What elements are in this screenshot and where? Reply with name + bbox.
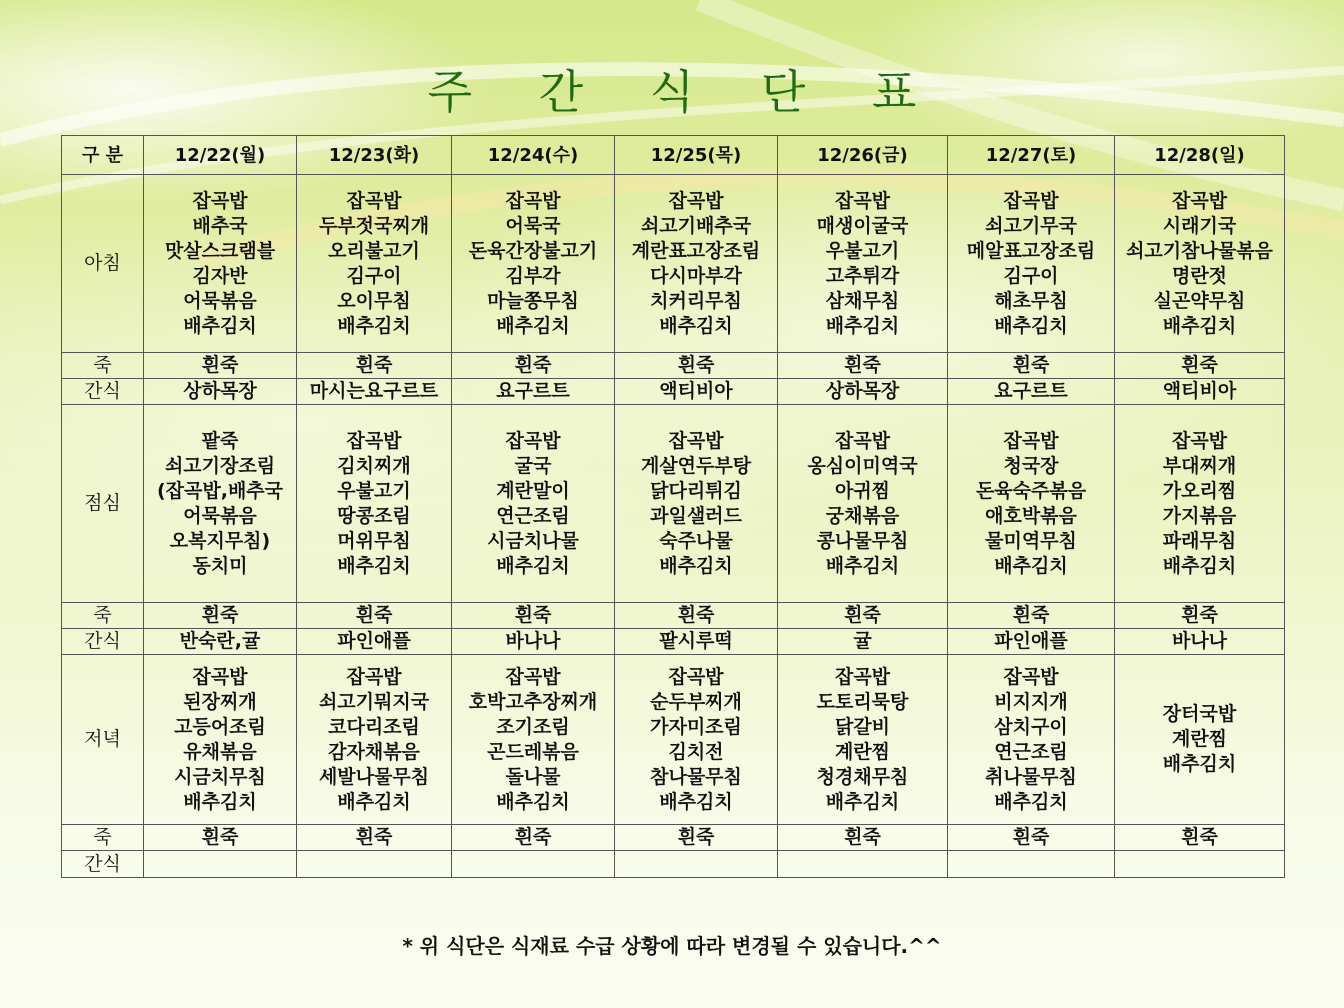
menu-item: 잡곡밥 [192, 189, 248, 212]
menu-item: 배추김치 [337, 314, 411, 337]
menu-item: 맛살스크램블 [164, 239, 276, 262]
menu-cell: 흰죽 [778, 825, 948, 851]
menu-cell [615, 851, 778, 878]
menu-item: 부대찌개 [1162, 454, 1237, 477]
menu-item: 비지지개 [994, 690, 1068, 713]
menu-cell: 흰죽 [452, 603, 615, 629]
menu-cell: 상하목장 [778, 379, 948, 405]
menu-cell [297, 175, 452, 353]
menu-cell [297, 851, 452, 878]
menu-item: 세발나물무침 [318, 765, 430, 788]
menu-item: 배추김치 [1162, 314, 1237, 337]
menu-item: 어묵볶음 [183, 289, 257, 312]
day-header: 12/22(월) [144, 136, 297, 175]
snack-row [62, 629, 1285, 655]
menu-cell [778, 175, 948, 353]
menu-cell: 반숙란,귤 [144, 629, 297, 655]
menu-item: 배추김치 [825, 790, 900, 813]
menu-item: 고등어조림 [174, 715, 266, 738]
menu-item: 감자채볶음 [328, 740, 420, 763]
menu-cell: 흰죽 [452, 353, 615, 379]
menu-item: 돈육간장불고기 [468, 239, 598, 262]
menu-item: 코다리조림 [328, 715, 420, 738]
menu-item: 배추김치 [994, 790, 1068, 813]
menu-item: 잡곡밥 [834, 189, 891, 212]
menu-item: 배추김치 [1162, 753, 1237, 775]
row-label: 간식 [62, 851, 144, 878]
menu-item: 우불고기 [337, 479, 411, 502]
day-header: 12/23(화) [297, 136, 452, 175]
menu-item: 오복지무침) [169, 529, 271, 552]
menu-cell: 흰죽 [297, 603, 452, 629]
menu-item: 배추김치 [337, 554, 411, 577]
menu-item: 취나물무침 [985, 765, 1077, 788]
menu-item: 잡곡밥 [668, 189, 724, 212]
day-header: 12/27(토) [948, 136, 1115, 175]
menu-cell: 흰죽 [948, 825, 1115, 851]
menu-item: 가자미조림 [650, 715, 742, 738]
menu-item: 명란젓 [1171, 264, 1228, 287]
menu-item: 청국장 [1003, 454, 1059, 477]
row-label: 저녁 [62, 655, 144, 825]
row-label: 죽 [62, 353, 144, 379]
menu-item: 배추김치 [337, 790, 411, 813]
menu-cell: 액티비아 [615, 379, 778, 405]
menu-cell [452, 175, 615, 353]
menu-item: 배추김치 [183, 314, 257, 337]
menu-item: 아귀찜 [834, 479, 891, 502]
menu-cell [297, 405, 452, 603]
menu-item: 콩나물무침 [816, 529, 909, 552]
menu-item: 김구이 [346, 264, 402, 287]
menu-cell: 흰죽 [297, 353, 452, 379]
menu-item: 메알표고장조림 [966, 239, 1096, 262]
row-label: 간식 [62, 379, 144, 405]
menu-item: 치커리무침 [650, 289, 742, 312]
menu-item: 김부각 [505, 264, 561, 287]
menu-cell [615, 655, 778, 825]
menu-item: 오이무침 [337, 289, 411, 312]
row-label: 죽 [62, 603, 144, 629]
menu-item: 마늘쫑무침 [487, 289, 579, 312]
menu-item: 계란찜 [834, 740, 891, 763]
menu-item: 배추김치 [659, 790, 733, 813]
menu-cell: 흰죽 [1115, 825, 1285, 851]
day-header: 12/24(수) [452, 136, 615, 175]
menu-item: 배추김치 [659, 314, 733, 337]
menu-cell: 상하목장 [144, 379, 297, 405]
menu-item: 배추김치 [496, 554, 570, 577]
menu-item: 잡곡밥 [668, 665, 724, 688]
menu-item: 배추김치 [1162, 554, 1237, 577]
menu-item: 된장찌개 [183, 690, 257, 713]
menu-cell: 흰죽 [615, 825, 778, 851]
menu-item: 연근조림 [994, 740, 1068, 763]
menu-item: 다시마부각 [650, 264, 742, 287]
snack-row [62, 379, 1285, 405]
menu-item: 물미역무침 [985, 529, 1077, 552]
menu-item: 잡곡밥 [834, 429, 891, 452]
menu-item: 오리불고기 [328, 239, 420, 262]
menu-item: 배추김치 [496, 314, 570, 337]
menu-item: 굴국 [514, 454, 552, 477]
snack-row [62, 851, 1285, 878]
menu-item: (잡곡밥,배추국 [156, 479, 284, 502]
porridge-row [62, 353, 1285, 379]
menu-cell [615, 405, 778, 603]
menu-item: 잡곡밥 [505, 189, 561, 212]
menu-cell [452, 655, 615, 825]
menu-cell: 마시는요구르트 [297, 379, 452, 405]
menu-cell [1115, 655, 1285, 825]
menu-item: 동치미 [192, 554, 248, 577]
menu-cell [948, 655, 1115, 825]
menu-item: 삼채무침 [825, 289, 900, 312]
row-label: 간식 [62, 629, 144, 655]
menu-cell [615, 175, 778, 353]
menu-item: 애호박볶음 [985, 504, 1077, 527]
page-title: 주 간 식 단 표 [427, 65, 943, 119]
menu-item: 가지볶음 [1162, 504, 1237, 527]
menu-item: 유채볶음 [183, 740, 257, 763]
menu-item: 어묵볶음 [183, 504, 257, 527]
menu-item: 매생이굴국 [816, 214, 909, 237]
menu-cell: 팥시루떡 [615, 629, 778, 655]
menu-item: 시래기국 [1162, 214, 1237, 237]
row-label: 아침 [62, 175, 144, 353]
menu-item: 고추튀각 [825, 264, 900, 287]
menu-item: 참나물무침 [650, 765, 742, 788]
menu-item: 계란표고장조림 [631, 239, 761, 262]
menu-cell [778, 851, 948, 878]
day-header: 12/26(금) [778, 136, 948, 175]
menu-cell [1115, 851, 1285, 878]
menu-item: 잡곡밥 [192, 665, 248, 688]
menu-cell: 흰죽 [297, 825, 452, 851]
menu-item: 김자반 [192, 264, 248, 287]
menu-item: 연근조림 [496, 504, 570, 527]
menu-cell: 흰죽 [778, 603, 948, 629]
menu-cell [948, 405, 1115, 603]
menu-item: 머위무침 [337, 529, 411, 552]
menu-item: 잡곡밥 [1171, 429, 1228, 452]
menu-item: 숙주나물 [659, 529, 733, 552]
menu-item: 잡곡밥 [834, 665, 891, 688]
menu-item: 게살연두부탕 [640, 454, 752, 477]
menu-item: 배추김치 [825, 554, 900, 577]
menu-cell: 바나나 [452, 629, 615, 655]
menu-item: 순두부찌개 [650, 690, 742, 713]
menu-cell [452, 405, 615, 603]
menu-item: 배추김치 [183, 790, 257, 813]
menu-item: 파래무침 [1162, 529, 1237, 552]
menu-item: 장터국밥 [1162, 703, 1237, 725]
menu-item: 배추김치 [825, 314, 900, 337]
menu-item: 해초무침 [994, 289, 1068, 312]
menu-cell [297, 655, 452, 825]
menu-item: 배추김치 [496, 790, 570, 813]
menu-item: 도토리묵탕 [816, 690, 909, 713]
header-label: 구 분 [62, 136, 144, 175]
menu-cell: 바나나 [1115, 629, 1285, 655]
menu-item: 잡곡밥 [505, 429, 561, 452]
row-label: 점심 [62, 405, 144, 603]
menu-item: 과일샐러드 [650, 504, 742, 527]
menu-item: 두부젓국찌개 [318, 214, 430, 237]
menu-item: 잡곡밥 [346, 665, 402, 688]
menu-item: 가오리찜 [1162, 479, 1237, 502]
menu-item: 잡곡밥 [1003, 189, 1059, 212]
menu-item: 청경채무침 [816, 765, 909, 788]
menu-item: 쇠고기무국 [985, 214, 1077, 237]
menu-cell [1115, 175, 1285, 353]
menu-cell [144, 655, 297, 825]
menu-item: 김구이 [1003, 264, 1059, 287]
menu-item: 조기조림 [496, 715, 570, 738]
breakfast-row [62, 175, 1285, 353]
footer-note: * 위 식단은 식재료 수급 상황에 따라 변경될 수 있습니다.^^ [402, 934, 942, 958]
menu-cell: 요구르트 [948, 379, 1115, 405]
menu-item: 삼치구이 [994, 715, 1068, 738]
menu-cell [948, 851, 1115, 878]
menu-cell: 흰죽 [452, 825, 615, 851]
menu-item: 어묵국 [505, 214, 561, 237]
menu-item: 잡곡밥 [1171, 189, 1228, 212]
weekly-menu-table [61, 135, 1285, 878]
menu-item: 호박고추장찌개 [468, 690, 598, 713]
menu-cell: 흰죽 [615, 353, 778, 379]
menu-item: 궁채볶음 [825, 504, 900, 527]
menu-cell: 귤 [778, 629, 948, 655]
menu-cell [452, 851, 615, 878]
menu-item: 계란찜 [1171, 728, 1228, 750]
menu-cell: 흰죽 [615, 603, 778, 629]
menu-item: 닭갈비 [834, 715, 891, 738]
menu-item: 배추국 [192, 214, 248, 237]
menu-cell: 흰죽 [1115, 603, 1285, 629]
menu-item: 시금치무침 [174, 765, 266, 788]
menu-item: 우불고기 [825, 239, 900, 262]
menu-item: 옹심이미역국 [807, 454, 918, 477]
menu-cell [948, 175, 1115, 353]
menu-cell: 흰죽 [948, 353, 1115, 379]
porridge-row [62, 825, 1285, 851]
menu-cell: 액티비아 [1115, 379, 1285, 405]
menu-cell: 흰죽 [144, 353, 297, 379]
menu-item: 쇠고기뭐지국 [318, 690, 430, 713]
menu-item: 배추김치 [994, 554, 1068, 577]
menu-cell: 흰죽 [144, 603, 297, 629]
menu-item: 잡곡밥 [346, 429, 402, 452]
menu-cell: 요구르트 [452, 379, 615, 405]
menu-item: 잡곡밥 [1003, 429, 1059, 452]
menu-cell: 흰죽 [144, 825, 297, 851]
menu-item: 쇠고기배추국 [640, 214, 752, 237]
menu-item: 쇠고기참나물볶음 [1126, 239, 1273, 262]
menu-cell [144, 405, 297, 603]
menu-cell [144, 175, 297, 353]
row-label: 죽 [62, 825, 144, 851]
menu-item: 돈육숙주볶음 [975, 479, 1087, 502]
menu-item: 잡곡밥 [668, 429, 724, 452]
menu-item: 잡곡밥 [346, 189, 402, 212]
menu-cell: 흰죽 [778, 353, 948, 379]
menu-item: 배추김치 [994, 314, 1068, 337]
menu-cell: 흰죽 [948, 603, 1115, 629]
menu-item: 실곤약무침 [1153, 289, 1246, 312]
menu-cell [1115, 405, 1285, 603]
menu-item: 잡곡밥 [505, 665, 561, 688]
lunch-row [62, 405, 1285, 603]
menu-cell: 파인애플 [948, 629, 1115, 655]
menu-item: 땅콩조림 [337, 504, 411, 527]
menu-item: 쇠고기장조림 [164, 454, 276, 477]
menu-item: 잡곡밥 [1003, 665, 1059, 688]
menu-cell [778, 405, 948, 603]
header-row [62, 136, 1285, 175]
menu-item: 곤드레볶음 [487, 740, 579, 763]
day-header: 12/25(목) [615, 136, 778, 175]
menu-cell [144, 851, 297, 878]
dinner-row [62, 655, 1285, 825]
menu-item: 김치전 [668, 740, 724, 763]
day-header: 12/28(일) [1115, 136, 1285, 175]
menu-cell [778, 655, 948, 825]
menu-cell: 파인애플 [297, 629, 452, 655]
menu-item: 팥죽 [201, 429, 239, 452]
menu-item: 배추김치 [659, 554, 733, 577]
menu-cell: 흰죽 [1115, 353, 1285, 379]
menu-item: 계란말이 [496, 479, 570, 502]
menu-item: 닭다리튀김 [650, 479, 742, 502]
menu-item: 돌나물 [505, 765, 561, 788]
menu-item: 시금치나물 [487, 529, 579, 552]
menu-item: 김치찌개 [337, 454, 411, 477]
porridge-row [62, 603, 1285, 629]
